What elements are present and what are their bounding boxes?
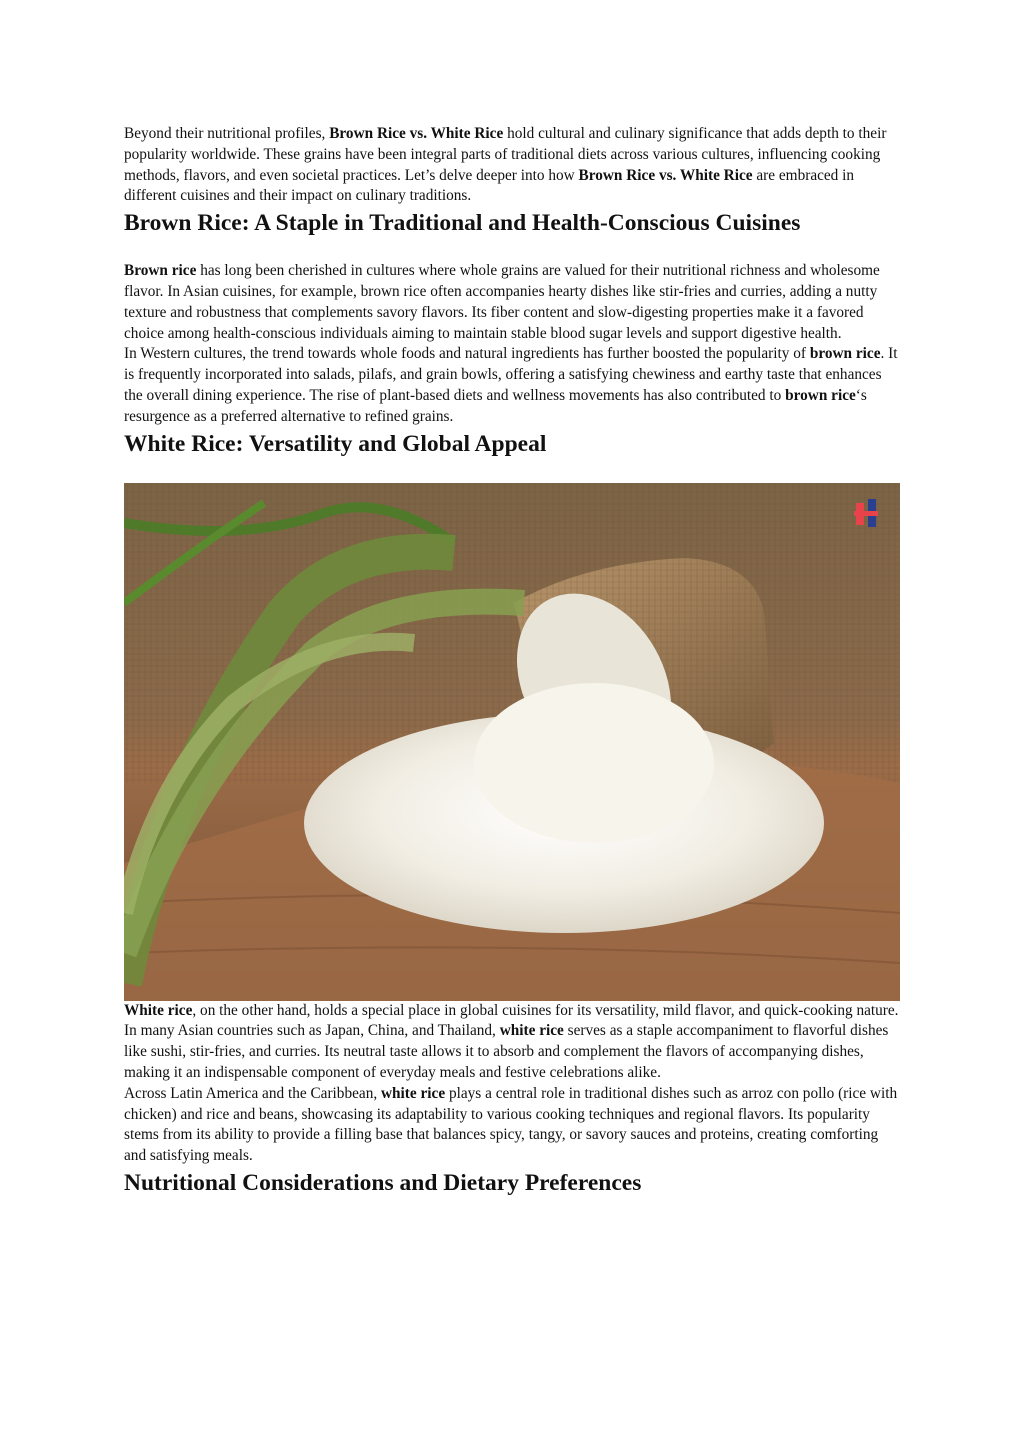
nutrition-heading: Nutritional Considerations and Dietary Preferences bbox=[124, 1169, 642, 1196]
brown-rice-paragraph-1: Brown rice has long been cherished in cultures where whole grains are valued for their nutritional richness and wholesome flavor. In Asian cuisines, for example, brown rice often accompanies hearty dishes like stir-fries and curries, adding a nutty texture and robustness that complements savory flavors. Its fiber content and slow-digesting properties make it a favored choice among health-conscious individuals aiming to maintain stable blood sugar levels and support digestive health. bbox=[124, 262, 880, 342]
brown-rice-paragraph-2: In Western cultures, the trend towards whole foods and natural ingredients has further boosted the popularity of brown rice. It is frequently incorporated into salads, pilafs, and grain bowls, offering a satisfying chewiness and earthy taste that enhances the overall dining experience. The rise of plant-based diets and wellness movements has also contributed to brown rice‘s resurgence as a preferred alternative to refined grains. bbox=[124, 345, 898, 425]
white-rice-paragraph-2: Across Latin America and the Caribbean, white rice plays a central role in traditional dishes such as arroz con pollo (rice with chicken) and rice and beans, showcasing its adaptability to various cooking techniques and regional flavors. Its popularity stems from its ability to provide a filling base that balances spicy, tangy, or savory sauces and proteins, creating comforting and satisfying meals. bbox=[124, 1084, 898, 1165]
rice-photo bbox=[124, 483, 900, 1001]
intro-paragraph: Beyond their nutritional profiles, Brown Rice vs. White Rice hold cultural and culinary significance that adds depth to their popularity worldwide. These grains have been integral parts of traditional diets across various cultures, influencing cooking methods, flavors, and even societal practices. Let’s delve deeper into how Brown Rice vs. White Rice are embraced in different cuisines and their impact on culinary traditions. bbox=[124, 125, 887, 205]
white-rice-paragraph-1: White rice, on the other hand, holds a special place in global cuisines for its versatility, mild flavor, and quick-cooking nature. In many Asian countries such as Japan, China, and Thailand, white rice serves as a staple accompaniment to flavorful dishes like sushi, stir-fries, and curries. Its neutral taste allows it to absorb and complement the flavors of accompanying dishes, making it an indispensable component of everyday meals and festive celebrations alike. bbox=[124, 1001, 899, 1081]
white-rice-heading: White Rice: Versatility and Global Appeal bbox=[124, 430, 547, 457]
document-page bbox=[124, 124, 900, 1198]
brown-rice-heading: Brown Rice: A Staple in Traditional and Health-Conscious Cuisines bbox=[124, 210, 801, 237]
